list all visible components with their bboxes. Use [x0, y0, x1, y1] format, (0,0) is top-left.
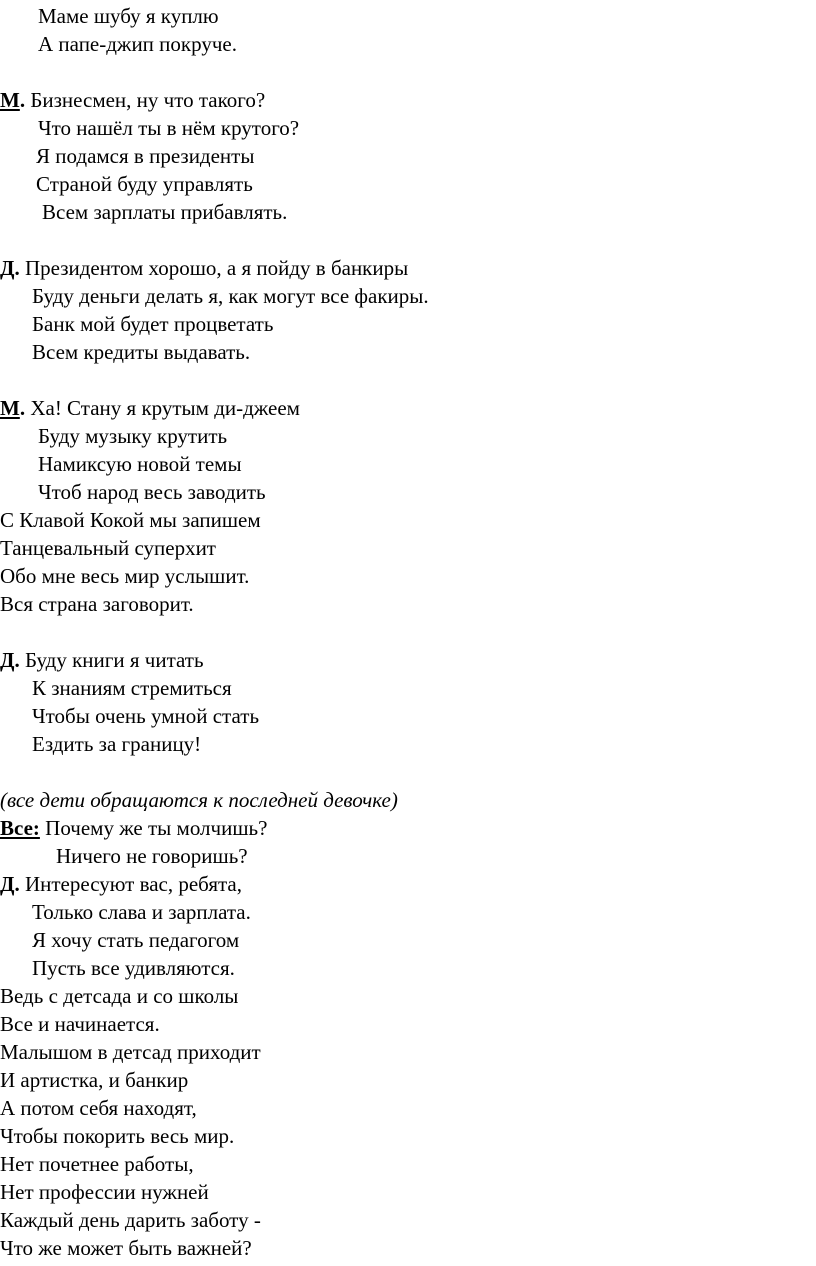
verse-line: [38, 30, 237, 58]
verse-line: [56, 842, 248, 870]
verse-line: [0, 86, 265, 114]
verse-line: [0, 646, 204, 674]
line-text: Маме шубу я куплю: [38, 4, 219, 28]
verse-line: [38, 2, 219, 30]
line-text: Интересуют вас, ребята,: [24, 872, 243, 896]
line-text: Малышом в детсад приходит: [0, 1040, 261, 1064]
verse-line: [38, 422, 227, 450]
line-text: А папе-джип покруче.: [38, 32, 237, 56]
line-text: Чтобы очень умной стать: [32, 704, 260, 728]
line-text: Что нашёл ты в нём крутого?: [38, 116, 300, 140]
verse-line: [0, 394, 300, 422]
line-text: Ездить за границу!: [32, 732, 202, 756]
verse-line: [0, 870, 242, 898]
verse-line: [0, 506, 261, 534]
verse-line: [32, 898, 251, 926]
verse-line: [0, 1066, 188, 1094]
verse-line: [0, 590, 194, 618]
line-text: Я подамся в президенты: [36, 144, 255, 168]
verse-line: [38, 450, 242, 478]
speaker-dot: .: [19, 88, 26, 112]
verse-line: [0, 1010, 160, 1038]
line-text: И артистка, и банкир: [0, 1068, 189, 1092]
verse-line: [0, 1122, 234, 1150]
line-text: Каждый день дарить заботу -: [0, 1208, 261, 1232]
line-text: Ведь с детсада и со школы: [0, 984, 239, 1008]
stage-direction: [0, 786, 398, 814]
line-text: Бизнесмен, ну что такого?: [30, 88, 266, 112]
speaker-dot: .: [14, 256, 20, 280]
speaker-dot: .: [14, 872, 20, 896]
line-text: К знаниям стремиться: [32, 676, 232, 700]
line-text: Чтобы покорить весь мир.: [0, 1124, 235, 1148]
line-text: С Клавой Кокой мы запишем: [0, 508, 261, 532]
line-text: Пусть все удивляются.: [32, 956, 235, 980]
line-text: А потом себя находят,: [0, 1096, 197, 1120]
speaker-dot: .: [14, 648, 20, 672]
verse-line: [38, 478, 266, 506]
line-text: Буду музыку крутить: [38, 424, 228, 448]
verse-line: [32, 338, 250, 366]
line-text: Вся страна заговорит.: [0, 592, 194, 616]
verse-line: [32, 702, 259, 730]
line-text: Почему же ты молчишь?: [45, 816, 268, 840]
verse-line: [0, 254, 408, 282]
line-text: Банк мой будет процветать: [32, 312, 274, 336]
line-text: Что же может быть важней?: [0, 1236, 252, 1260]
verse-line: [32, 674, 232, 702]
verse-line: [32, 954, 235, 982]
line-text: Ничего не говоришь?: [56, 844, 248, 868]
verse-line: [0, 1234, 252, 1262]
line-text: Чтоб народ весь заводить: [38, 480, 266, 504]
verse-line: [36, 142, 254, 170]
verse-line: [32, 282, 429, 310]
line-text: Всем зарплаты прибавлять.: [42, 200, 288, 224]
verse-line: [38, 114, 299, 142]
line-text: Президентом хорошо, а я пойду в банкиры: [24, 256, 409, 280]
verse-line: [0, 1038, 261, 1066]
line-text: (все дети обращаются к последней девочке): [0, 788, 398, 812]
verse-line: [42, 198, 287, 226]
verse-line: [0, 534, 216, 562]
line-text: Обо мне весь мир услышит.: [0, 564, 250, 588]
verse-line: [36, 170, 253, 198]
line-text: Я хочу стать педагогом: [32, 928, 240, 952]
speaker-label: М: [0, 396, 20, 420]
speaker-label: Д: [0, 256, 15, 280]
speaker-label: Д: [0, 648, 15, 672]
line-text: Буду книги я читать: [24, 648, 204, 672]
line-text: Все и начинается.: [0, 1012, 160, 1036]
verse-line: [0, 1150, 194, 1178]
verse-line: [0, 1178, 209, 1206]
line-text: Нет профессии нужней: [0, 1180, 209, 1204]
verse-line: [0, 814, 267, 842]
verse-line: [0, 1094, 197, 1122]
line-text: Ха! Стану я крутым ди-джеем: [30, 396, 300, 420]
verse-line: [32, 310, 273, 338]
line-text: Нет почетнее работы,: [0, 1152, 194, 1176]
verse-line: [32, 730, 201, 758]
speaker-label: М: [0, 88, 20, 112]
speaker-dot: .: [19, 396, 26, 420]
line-text: Намиксую новой темы: [38, 452, 242, 476]
verse-line: [0, 982, 238, 1010]
speaker-label: Все:: [0, 816, 40, 840]
speaker-label: Д: [0, 872, 15, 896]
line-text: Буду деньги делать я, как могут все факиры.: [32, 284, 429, 308]
line-text: Страной буду управлять: [36, 172, 253, 196]
line-text: Всем кредиты выдавать.: [32, 340, 251, 364]
verse-line: [0, 562, 249, 590]
verse-line: [32, 926, 239, 954]
verse-line: [0, 1206, 261, 1234]
line-text: Только слава и зарплата.: [32, 900, 251, 924]
line-text: Танцевальный суперхит: [0, 536, 216, 560]
